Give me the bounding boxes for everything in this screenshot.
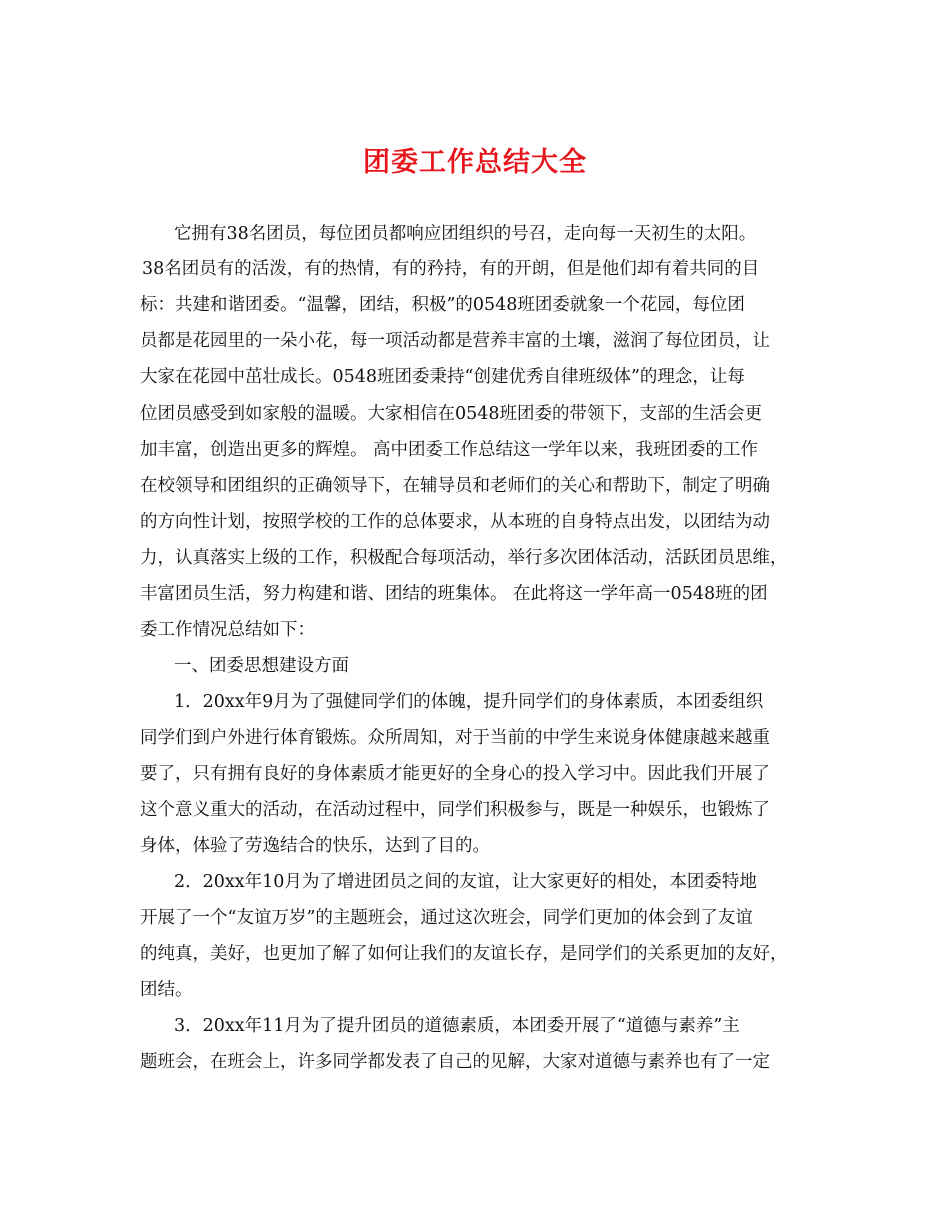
document-title: 团委工作总结大全 <box>363 147 587 178</box>
paragraph-line: 要了，只有拥有良好的身体素质才能更好的全身心的投入学习中。因此我们开展了 <box>140 764 770 784</box>
paragraph-line: 身体，体验了劳逸结合的快乐，达到了目的。 <box>140 836 490 856</box>
paragraph-line: 委工作情况总结如下： <box>140 620 315 640</box>
paragraph-line: 开展了一个“友谊万岁”的主题班会，通过这次班会，同学们更加的体会到了友谊 <box>140 908 753 928</box>
paragraph-line: 大家在花园中茁壮成长。0548班团委秉持“创建优秀自律班级体”的理念，让每 <box>140 367 745 387</box>
paragraph-line: 员都是花园里的一朵小花，每一项活动都是营养丰富的土壤，滋润了每位团员，让 <box>140 331 770 351</box>
paragraph-line: 标：共建和谐团委。“温馨，团结，积极”的0548班团委就象一个花园，每位团 <box>140 295 745 315</box>
paragraph-line: 位团员感受到如家般的温暖。大家相信在0548班团委的带领下，支部的生活会更 <box>140 404 763 424</box>
paragraph-line: 加丰富，创造出更多的辉煌。 高中团委工作总结这一学年以来，我班团委的工作 <box>140 440 759 460</box>
paragraph-line: 力，认真落实上级的工作，积极配合每项活动，举行多次团体活动，活跃团员思维， <box>140 548 788 568</box>
paragraph-line: 团结。 <box>140 980 193 1000</box>
paragraph-line: 2．20xx年10月为了增进团员之间的友谊，让大家更好的相处，本团委特地 <box>174 872 757 892</box>
paragraph-line: 这个意义重大的活动，在活动过程中，同学们积极参与，既是一种娱乐，也锻炼了 <box>140 800 770 820</box>
paragraph-line: 它拥有38名团员，每位团员都响应团组织的号召，走向每一天初生的太阳。 <box>174 224 757 244</box>
paragraph-line: 3．20xx年11月为了提升团员的道德素质，本团委开展了“道德与素养”主 <box>174 1016 740 1036</box>
paragraph-line: 的纯真，美好，也更加了解了如何让我们的友谊长存，是同学们的关系更加的友好， <box>140 944 788 964</box>
paragraph-line: 的方向性计划，按照学校的工作的总体要求，从本班的自身特点出发，以团结为动 <box>140 512 770 532</box>
paragraph-line: 38名团员有的活泼，有的热情，有的矜持，有的开朗，但是他们却有着共同的目 <box>142 259 760 279</box>
paragraph-line: 丰富团员生活，努力构建和谐、团结的班集体。 在此将这一学年高一0548班的团 <box>140 584 768 604</box>
paragraph-line: 同学们到户外进行体育锻炼。众所周知，对于当前的中学生来说身体健康越来越重 <box>140 728 770 748</box>
section-heading: 一、团委思想建设方面 <box>174 656 349 676</box>
paragraph-line: 1．20xx年9月为了强健同学们的体魄，提升同学们的身体素质，本团委组织 <box>174 692 764 712</box>
paragraph-line: 在校领导和团组织的正确领导下，在辅导员和老师们的关心和帮助下，制定了明确 <box>140 476 770 496</box>
paragraph-line: 题班会，在班会上，许多同学都发表了自己的见解，大家对道德与素养也有了一定 <box>140 1052 770 1072</box>
